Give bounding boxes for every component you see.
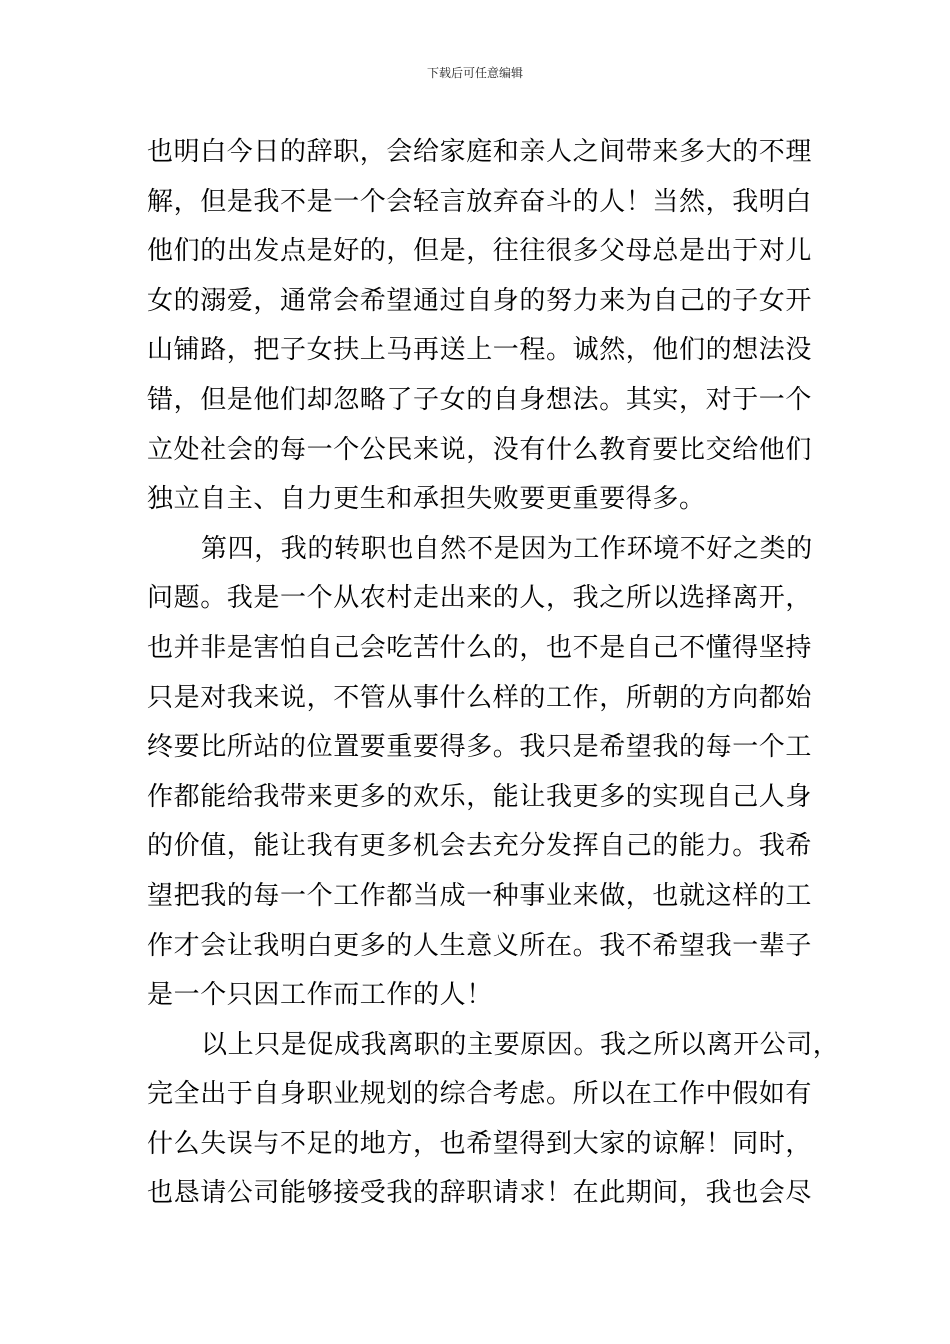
paragraph-start-line: 第四，我的转职也自然不是因为工作环境不好之类的 — [201, 533, 813, 564]
page-header: 下载后可任意编辑 — [426, 66, 523, 80]
document-body — [147, 128, 840, 1219]
text-line: 也并非是害怕自己会吃苦什么的，也不是自己不懂得坚持 — [147, 632, 813, 663]
text-line: 望把我的每一个工作都当成一种事业来做，也就这样的工 — [147, 880, 813, 911]
text-line: 问题。我是一个从农村走出来的人，我之所以选择离开， — [147, 583, 813, 614]
text-line: 作都能给我带来更多的欢乐，能让我更多的实现自己人身 — [147, 781, 813, 812]
text-line: 只是对我来说，不管从事什么样的工作，所朝的方向都始 — [147, 682, 813, 713]
text-line: 的价值，能让我有更多机会去充分发挥自己的能力。我希 — [147, 831, 813, 862]
text-line: 什么失误与不足的地方，也希望得到大家的谅解！同时， — [147, 1128, 813, 1159]
text-line: 他们的出发点是好的，但是，往往很多父母总是出于对儿 — [147, 236, 813, 267]
text-line: 终要比所站的位置要重要得多。我只是希望我的每一个工 — [147, 732, 813, 763]
text-line: 独立自主、自力更生和承担失败要更重要得多。 — [147, 484, 706, 515]
text-line: 是一个只因工作而工作的人！ — [147, 980, 493, 1011]
paragraph-start-line: 以上只是促成我离职的主要原因。我之所以离开公司， — [201, 1029, 840, 1060]
text-line: 山铺路，把子女扶上马再送上一程。诚然，他们的想法没 — [147, 335, 813, 366]
text-line: 也明白今日的辞职，会给家庭和亲人之间带来多大的不理 — [147, 137, 813, 167]
text-line: 也恳请公司能够接受我的辞职请求！在此期间，我也会尽 — [147, 1178, 813, 1209]
text-line: 错，但是他们却忽略了子女的自身想法。其实，对于一个 — [147, 384, 813, 415]
text-line: 完全出于自身职业规划的综合考虑。所以在工作中假如有 — [147, 1079, 813, 1110]
text-line: 作才会让我明白更多的人生意义所在。我不希望我一辈子 — [147, 930, 813, 961]
text-line: 立处社会的每一个公民来说，没有什么教育要比交给他们 — [147, 434, 813, 465]
text-line: 解，但是我不是一个会轻言放弃奋斗的人！当然，我明白 — [147, 186, 813, 217]
text-line: 女的溺爱，通常会希望通过自身的努力来为自己的子女开 — [147, 285, 813, 316]
